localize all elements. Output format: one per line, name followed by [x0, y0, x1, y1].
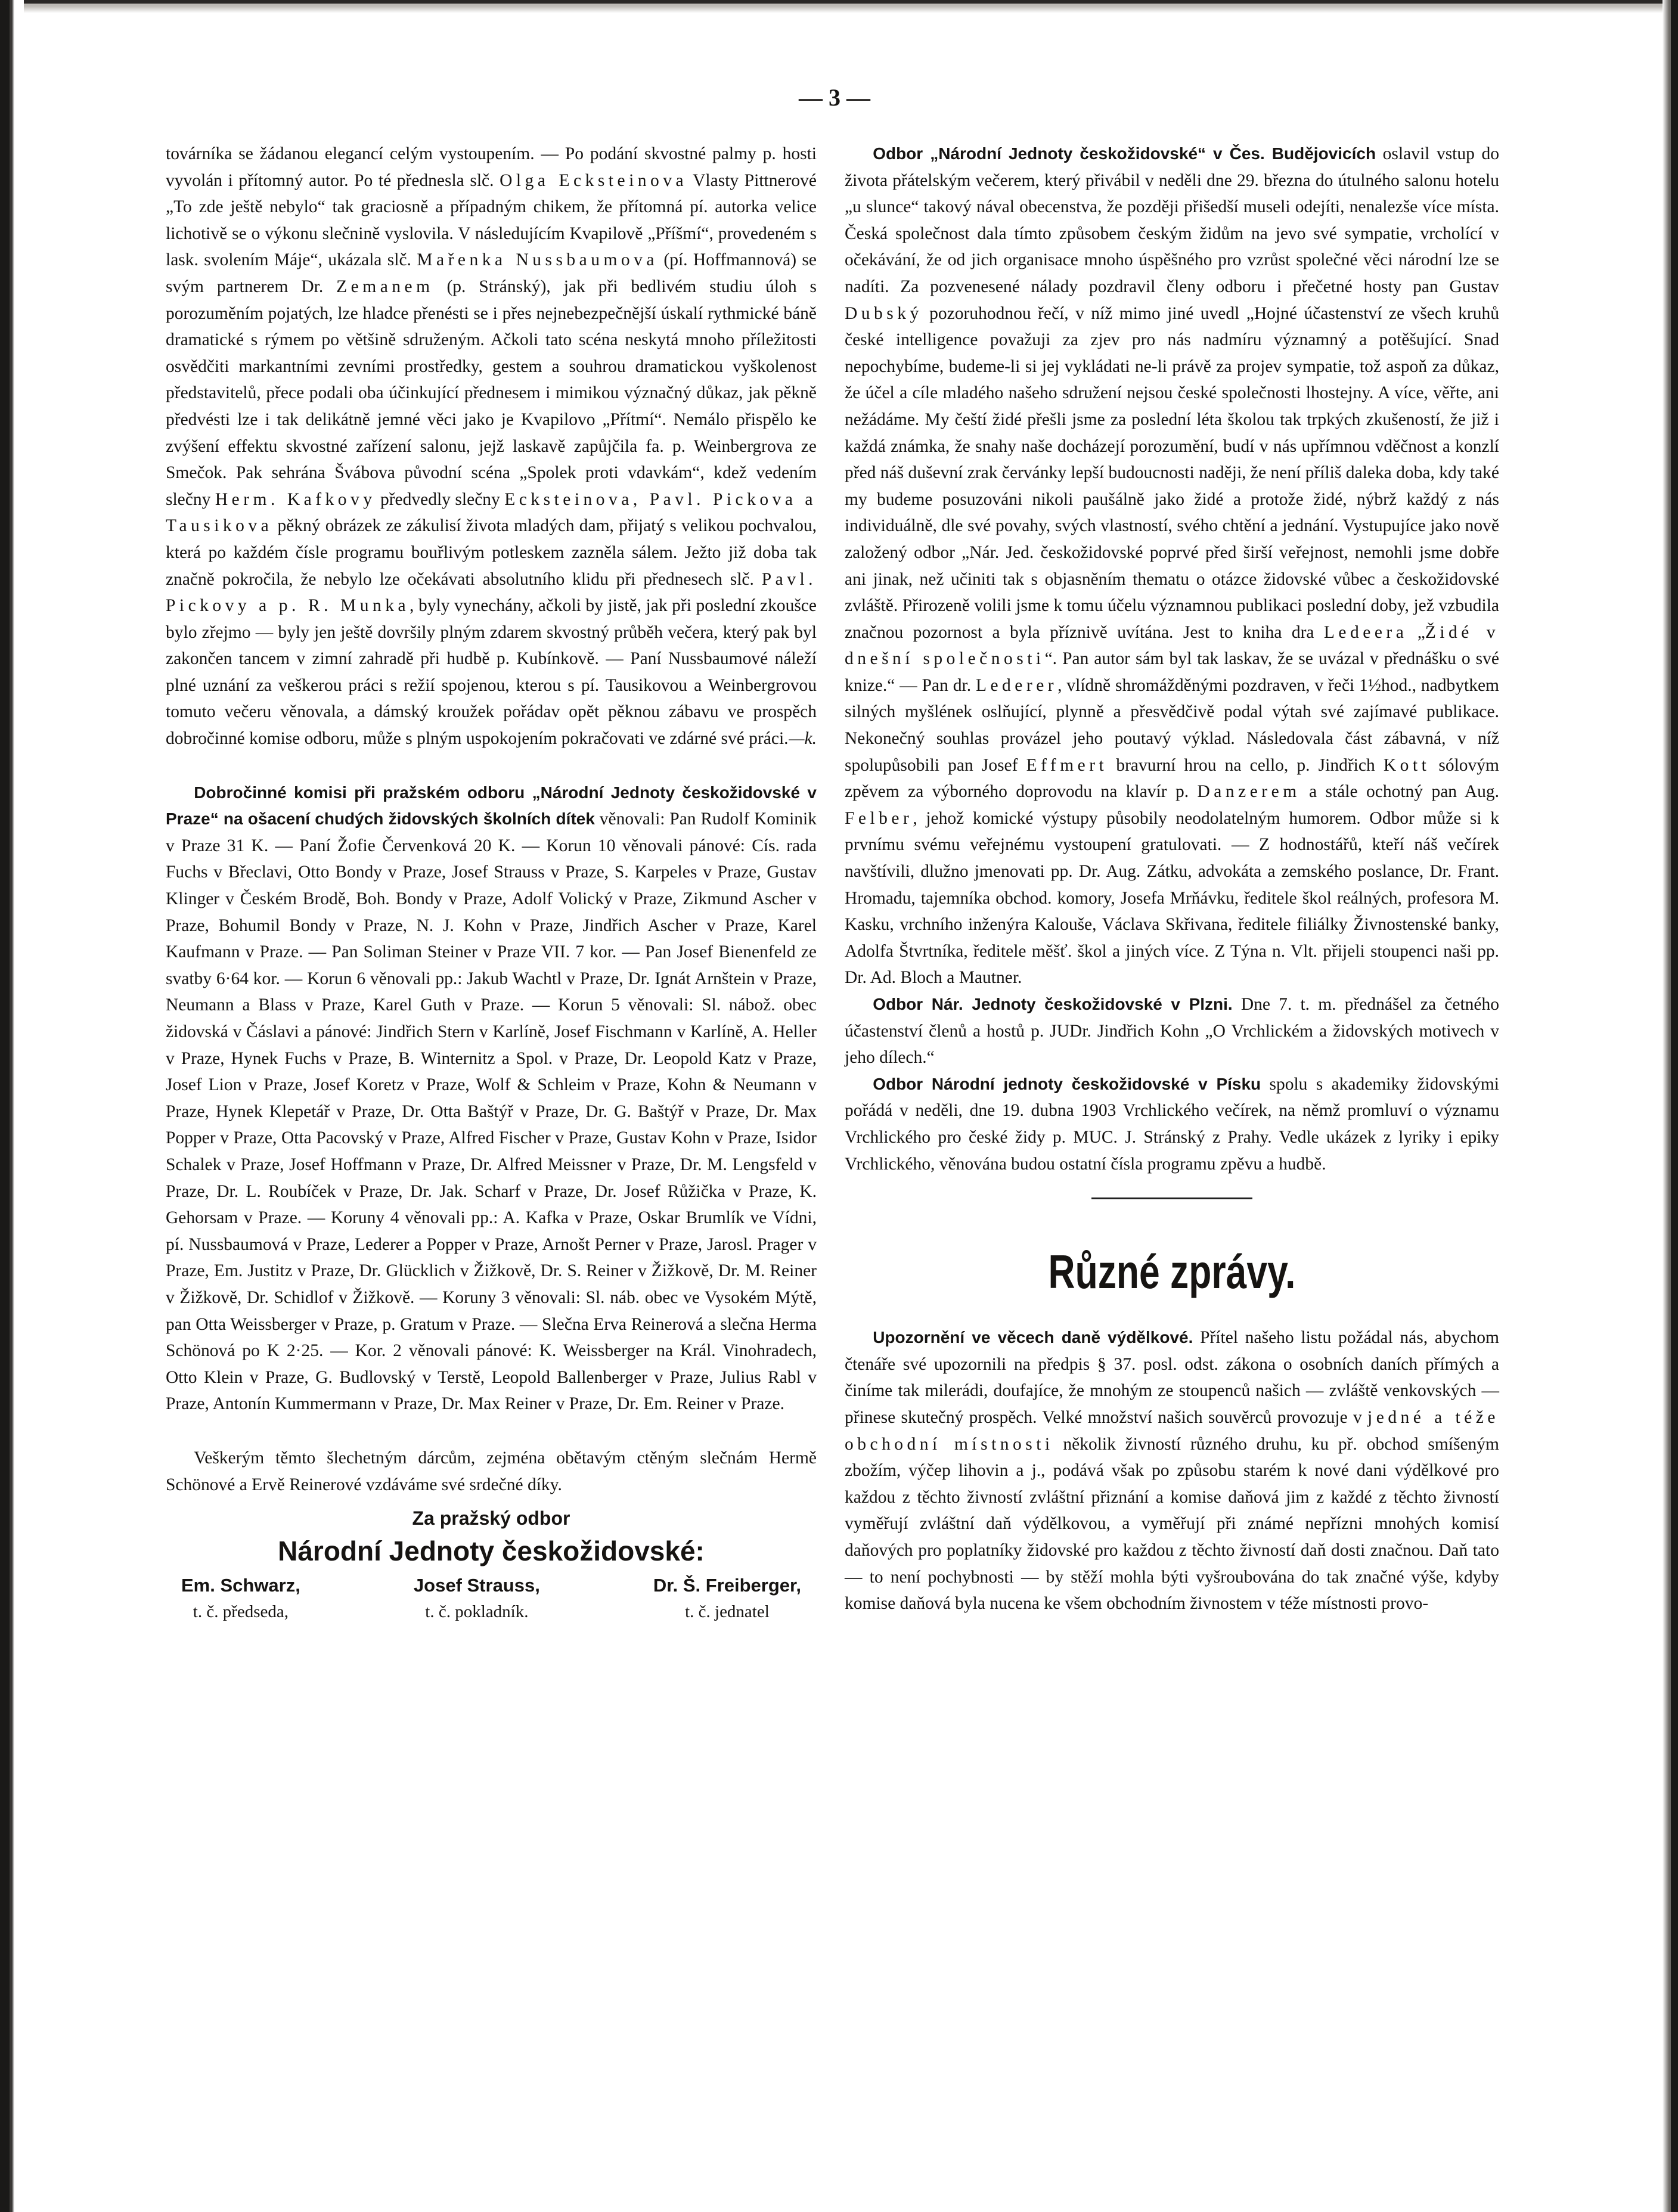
article-theatre-evening	[166, 141, 817, 752]
article-signature: —k.	[789, 729, 817, 749]
signer-name: Josef Strauss,	[413, 1574, 540, 1596]
article-pisek	[845, 1071, 1499, 1177]
scan-edge-left	[0, 0, 24, 2212]
text-run: , jehož komické výstupy působily neodolatelným humorem. Odbor může si k prvnímu svému veřejnému vystoupení gratulovati. — Z hodnostářů, kteří náš večírek navštívili, dlužno jmenovati pp. Dr. Aug. Zátku, advokáta a zemského poslance, Dr. Frant. Hromadu, tajemníka obchod. komory, Josefa Mrňávku, ředitele škol reálných, profesora M. Kasku, vrchního inženýra Kalouše, Václava Skřivana, ředitele filiálky Živnostenské banky, Adolfa Štvrtníka, ředitele měšť. škol a jiných více. Z Týna n. Vlt. přijeli stoupenci naši pp. Dr. Ad. Bloch a Mautner.	[845, 808, 1499, 988]
donation-list: věnovali: Pan Rudolf Kominik v Praze 31 K. — Paní Žofie Červenková 20 K. — Korun 10 věnovali pánové: Cís. rada Fuchs v Břeclavi, Otto Bondy v Praze, Josef Strauss v Praze, S. Karpeles v Praze, Gustav Klinger v Českém Brodě, Boh. Bondy v Praze, Adolf Volický v Praze, Zikmund Ascher v Praze, Bohumil Bondy v Praze, N. J. Kohn v Praze, Jindřich Ascher v Praze, Karel Kaufmann v Praze. — Pan Soliman Steiner v Praze VII. 7 kor. — Pan Josef Bienenfeld ze svatby 6·64 kor. — Korun 6 věnovali pp.: Jakub Wachtl v Praze, Dr. Ignát Arnštein v Praze, Neumann a Blass v Praze, Karel Guth v Praze. — Korun 5 věnovali: Sl. nábož. obec židovská v Čáslavi a pánové: Jindřich Stern v Karlíně, Josef Fischmann v Karlíně, A. Heller v Praze, Hynek Fuchs v Praze, B. Winternitz a Spol. v Praze, Dr. Leopold Katz v Praze, Josef Lion v Praze, Josef Koretz v Praze, Wolf & Schleim v Praze, Kohn & Neumann v Praze, Hynek Klepetář v Praze, Dr. Otta Baštýř v Praze, Dr. G. Baštýř v Praze, Dr. Max Popper v Praze, Otta Pacovský v Praze, Alfred Fischer v Praze, Gustav Kohn v Praze, Isidor Schalek v Praze, Josef Hoffmann v Praze, Dr. Alfred Meissner v Praze, Dr. M. Lengsfeld v Praze, Dr. L. Roubíček v Praze, Dr. Jak. Scharf v Praze, Dr. Josef Růžička v Praze, K. Gehorsam v Praze. — Koruny 4 věnovali pp.: A. Kafka v Praze, Oskar Brumlík ve Vídni, pí. Nussbaumová v Praze, Lederer a Popper v Praze, Arnošt Perner v Praze, Jarosl. Prager v Praze, Em. Justitz v Praze, Dr. Glücklich v Žižkově, Dr. S. Reiner v Žižkově, Dr. M. Reiner v Žižkově, Dr. Schidlof v Žižkově. — Koruny 3 věnovali: Sl. náb. obec ve Vysokém Mýtě, pan Otta Weissberger v Praze, p. Gratum v Praze. — Slečna Erva Reinerová a slečna Herma Schönová po K 2·25. — Kor. 2 věnovali pánové: K. Weissberger na Král. Vinohradech, Otto Klein v Praze, G. Budlovský v Terstě, Leopold Ballenberger v Praze, Julius Rabl v Praze, Antonín Kummermann v Praze, Dr. Max Reiner v Praze, Dr. Em. Reiner v Praze.	[166, 809, 817, 1414]
article-tax-notice	[845, 1324, 1499, 1617]
signer-name: Dr. Š. Freiberger,	[653, 1574, 801, 1596]
article-lead: Dobročinné komisi při pražském odboru „Národní Jednoty českožidovské v Praze“ na ošacení chudých židovských školních dítek	[166, 783, 817, 829]
right-column	[845, 141, 1499, 1617]
thanks-paragraph: Veškerým těmto šlechetným dárcům, zejména obětavým ctěným slečnám Hermě Schönové a Ervě Reinerové vzdáváme své srdečné díky.	[166, 1448, 817, 1494]
performer-name: Zemanem	[336, 277, 434, 296]
left-column	[166, 141, 817, 1625]
text-run: několik živností různého druhu, ku př. obchod smíšeným zbožím, výčep lihovin a j., podává však po způsobu starém k nové dani výdělkové pro každou z těchto živností zvláštní přiznání a komise daňová jim z každé z těchto živností vyměřují zvláštní daň výdělkovou, a vyměřují při známé nepřízni mnohých komisí daňových pro poplatníky židovské pro každou z těchto živností daň dosti značnou. Daň tato — to není pochybnosti — by stěží mohla býti vyšroubována do tak značné výše, kdyby komise daňová byla nucena ke všem obchodním živnostem v téže místnosti provo-	[845, 1434, 1499, 1614]
text-run: „	[1407, 622, 1425, 642]
signer-role: t. č. předseda,	[193, 1602, 289, 1621]
text-run: Dne 7. t. m. přednášel za četného účastenství členů a hostů p. JUDr. Jindřich Kohn „O Vrchlickém a židovských motivech v jeho dílech.“	[845, 995, 1499, 1068]
signer-role: t. č. pokladník.	[425, 1602, 529, 1621]
person-name: Lederer	[975, 675, 1058, 695]
person-name: Effmert	[1026, 755, 1108, 775]
text-run: Přítel našeho listu požádal nás, abychom čtenáře své upozornili na předpis § 37. posl. odst. zákona o osobních daních přímých a činíme tak milerádi, doufajíce, že mnohým ze stoupenců našich — zvláště venkovských — přinese skutečný prospěch. Velké množství našich souvěrců provozuje v	[845, 1328, 1499, 1427]
spacer	[166, 752, 817, 780]
person-name: Kott	[1383, 755, 1431, 775]
signer-name: Em. Schwarz,	[181, 1574, 300, 1596]
person-name: Danzerem	[1197, 782, 1301, 802]
text-run: (p. Stránský), jak při bedlivém studiu úloh s porozuměním pojatých, lze hladce přenésti se i přes nejnebezpečnější úskalí rythmické báně dramatické s rýmem po většině sdruženým. Ačkoli tato scéna neskytá mnoho příležitosti osvědčiti markantními zevními prostředky, gestem a souhrou dramatickou vyškolenost představitelů, přece podali oba účinkující přednesem i mimikou význačný důkaz, jak pěkně předvésti lze i tak delikátně jemné věci jako je Kvapilovo „Přítmí“. Nemálo přispělo ke zvýšení effektu skvostné zařízení salonu, jejž laskavě zapůjčila fa. p. Weinbergrova ze Smečok. Pak sehrána Švábova původní scéna „Spolek proti vdavkám“, kdež vedením slečny	[166, 277, 817, 509]
text-run: (pí. Hoffmannová) se svým partnerem Dr.	[166, 250, 817, 296]
text-run: předvedly slečny	[376, 489, 505, 509]
scan-edge-right	[1663, 0, 1678, 2212]
text-run: , vlídně shromážděnými pozdraven, v řeči 1½hod., nadbytkem silných myšlének oslňující, plynně a přesvědčivě podal výtah své zajímavé publikace. Nekonečný souhlas provázel jeho poutavý výklad. Následovala část zábavná, v níž spolupůsobili pan Josef	[845, 675, 1499, 775]
performer-name: Olga Ecksteinova	[500, 170, 688, 190]
text-run: a stále ochotný pan Aug.	[1300, 782, 1499, 802]
signers-row	[166, 1570, 817, 1625]
article-lead: Odbor „Národní Jednoty českožidovské“ v Čes. Budějovicích	[873, 144, 1376, 163]
person-name: Ledeera	[1323, 622, 1408, 642]
text-run: oslavil vstup do života přátelským večerem, který přivábil v neděli dne 29. března do útulného salonu hotelu „u slunce“ takový nával obecenstva, že později přišedší museli odejíti, nenalezše více místa. Česká společnost dala tímto způsobem českým židům na jevo své sympatie, vrcholící v očekávání, že od jich organisace mnoho úspěšného pro vzrůst společné věci národní lze se nadíti. Za pozvenesené nálady pozdravil členy odboru i přečetné hosty pan Gustav	[845, 144, 1499, 296]
signer-role: t. č. jednatel	[685, 1602, 770, 1621]
spacer	[166, 1417, 817, 1445]
person-name: Felber	[845, 808, 913, 828]
signature-organization: Národní Jednoty českožidovské:	[278, 1535, 705, 1566]
performer-name: Mařenka Nussbaumova	[417, 250, 658, 270]
page-number: — 3 —	[799, 84, 870, 111]
performer-name: Pavl. Pickovy a p. R. Munka	[166, 569, 817, 616]
scan-edge-top	[0, 0, 1678, 13]
article-budejovice	[845, 141, 1499, 991]
performer-name: Herm. Kafkovy	[215, 489, 376, 509]
person-name: Dubský	[845, 303, 923, 323]
text-run: Vlasty Pittnerové „To zde ještě nebylo“ tak graciosně a případným chikem, že přítomná pí. autorka velice lichotivě se o výkonu slečnině vyslovila. V následujícím Kvapilově „Příšmí“, provedeném s lask. svolením Máje“, ukázala slč.	[166, 170, 817, 270]
emphasis: jedné a téže obchodní místnosti	[845, 1407, 1499, 1454]
performer-name: Ecksteinova, Pavl. Pickova a Tausikova	[166, 489, 817, 536]
text-run: , byly vynechány, ačkoli by jistě, jak při poslední zkoušce bylo zřejmo — byly jen ještě dovršily plným zdarem skvostný průběh večera, který pak byl zakončen tancem v zimní zahradě při hudbě p. Kubínkově. — Paní Nussbaumové náleží plné uznání za veškerou práci s režií spojenou, kterou s pí. Tausikovou a Weinbergrovou tomuto večeru věnovala, a dámský kroužek pořádav opět pěknou zábavu ve prospěch dobročinné komise odboru, může s plným uspokojením pokračovati ve zdárné své práci.	[166, 596, 817, 749]
article-donations	[166, 780, 817, 1417]
article-lead: Odbor Nár. Jednoty českožidovské v Plzni.	[873, 995, 1233, 1013]
article-lead: Upozornění ve věcech daně výdělkové.	[873, 1328, 1193, 1347]
article-plzen	[845, 991, 1499, 1071]
text-run: “. Pan autor sám byl tak laskav, že se uvázal v přednášku o své knize.“ — Pan dr.	[845, 649, 1499, 695]
text-run: spolu s akademiky židovskými pořádá v neděli, dne 19. dubna 1903 Vrchlického večírek, na němž promluví o významu Vrchlického pro české židy p. MUC. J. Stránský z Prahy. Vedle ukázek z lyriky i epiky Vrchlického, věnována budou ostatní čísla programu zpěvu a hudbě.	[845, 1074, 1499, 1174]
spacer	[166, 1498, 817, 1505]
text-run: bravurní hrou na cello, p. Jindřich	[1108, 755, 1384, 775]
text-run: pěkný obrázek ze zákulisí života mladých dam, přijatý s velikou pochvalou, která po každém čísle programu bouřlivým potleskem zazněla sálem. Ježto již doba tak značně pokročila, že nebylo lze očekávati absolutního klidu při přednesech slč.	[166, 516, 817, 589]
signature-for: Za pražský odbor	[412, 1507, 570, 1530]
text-run: sólovým zpěvem za výborného doprovodu na klavír p.	[845, 755, 1499, 802]
signer-chair	[181, 1572, 300, 1625]
text-run: pozoruhodnou řečí, v níž mimo jiné uvedl „Hojné účastenství ze všech kruhů české intelligence považuji za zjev pro nás nadmíru významný a potěšující. Snad nepochybíme, budeme-li si jej vykládati ne-li právě za projev sympatie, tož aspoň za důkaz, že účel a cíle mladého našeho sdružení nejsou české společnosti lhostejny. A více, věřte, ani nežádáme. My čeští židé přešli jsme za poslední léta školou tak trpkých zkušeností, že již i každá známka, že snahy naše docházejí porozumění, budí v nás upřímnou vděčnost a konzlí před náš duševní zrak červánky lepší budoucnosti naději, že není příliš daleka doba, kdy také my budeme posuzováni nikoli paušálně jako židé a protože židé, nýbrž každý z nás individuálně, dle své povahy, svých vlastností, svého chtění a jednání. Vystupujíce jako nově založený odbor „Nár. Jed. českožidovské poprvé před širší veřejnost, nemohli jsme dobře ani jinak, než učiniti tak s objasněním thematu o otázce židovské vůbec a českožidovské zvláště. Přirozeně volili jsme k tomu účelu významnou publikaci poslední doby, jež vzbudila značnou pozornost a byla příznivě uvítána. Jest to kniha dra	[845, 303, 1499, 642]
signer-secretary	[653, 1572, 801, 1625]
text-run: továrníka se žádanou elegancí celým vystoupením. — Po podání skvostné palmy p. hosti vyvolán i přítomný autor. Po té přednesla slč.	[166, 144, 817, 190]
article-lead: Odbor Národní jednoty českožidovské v Písku	[873, 1074, 1261, 1093]
section-divider	[1091, 1197, 1252, 1199]
section-headline: Různé zprávy.	[1048, 1245, 1296, 1299]
book-title: Židé v dnešní společnosti	[845, 622, 1500, 669]
signer-treasurer	[414, 1572, 540, 1625]
